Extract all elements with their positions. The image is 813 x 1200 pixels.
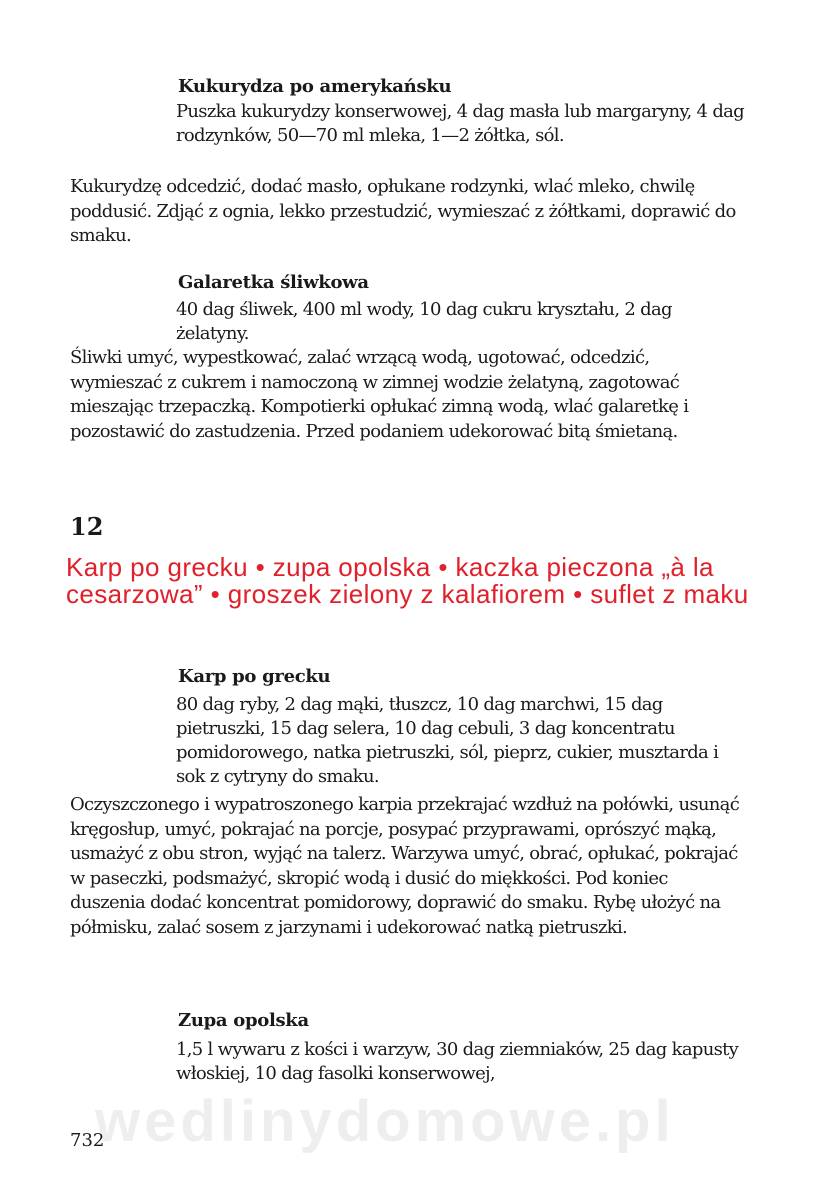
page-number: 732 <box>70 1130 105 1151</box>
recipe-title-karp: Karp po grecku <box>178 666 331 687</box>
menu-item: groszek zielony z kalafiorem <box>227 579 566 609</box>
menu-item: suflet z maku <box>590 579 749 609</box>
recipe-ingredients-zupa: 1,5 l wywaru z kości i warzyw, 30 dag ziemniaków, 25 dag kapusty włoskiej, 10 dag fasolki konserwowej, <box>176 1039 739 1084</box>
menu-item: kaczka pieczona „à la cesarzowa” <box>66 552 714 609</box>
menu-item: zupa opolska <box>272 552 431 582</box>
recipe-method-karp: Oczyszczonego i wypatroszonego karpia przekrajać wzdłuż na połówki, usunąć kręgosłup, umyć, pokrajać na porcje, posypać przyprawami, oprószyć mąką, usmażyć z obu stron, wyjąć na talerz. Warzywa umyć, obrać, opłukać, pokrajać w paseczki, podsmażyć, skropić wodą i dusić do miękkości. Pod koniec duszenia dodać koncentrat pomidorowy, doprawić do smaku. Rybę ułożyć na półmisku, zalać sosem z jarzynami i udekorować natką pietruszki. <box>70 794 740 938</box>
recipe-ingredients-karp: 80 dag ryby, 2 dag mąki, tłuszcz, 10 dag marchwi, 15 dag pietruszki, 15 dag selera, 10 dag cebuli, 3 dag koncentratu pomidorowego, natka pietruszki, sól, pieprz, cukier, musztarda i sok z cytryny do smaku. <box>176 694 719 787</box>
recipe-method-kukurydza: Kukurydzę odcedzić, dodać masło, opłukane rodzynki, wlać mleko, chwilę poddusić. Zdjąć z ognia, lekko przestudzić, wymieszać z żółtkami, doprawić do smaku. <box>70 176 736 246</box>
recipe-title-galaretka: Galaretka śliwkowa <box>178 272 369 293</box>
menu-list <box>66 554 756 608</box>
recipe-title-kukurydza: Kukurydza po amerykańsku <box>178 76 452 97</box>
chapter-number: 12 <box>70 512 104 541</box>
bullet-icon: • <box>438 552 448 582</box>
recipe-ingredients-galaretka: 40 dag śliwek, 400 ml wody, 10 dag cukru kryształu, 2 dag żelatyny. <box>176 299 672 344</box>
menu-item: Karp po grecku <box>66 552 248 582</box>
recipe-ingredients-kukurydza: Puszka kukurydzy konserwowej, 4 dag masła lub margaryny, 4 dag rodzynków, 50—70 ml mleka, 1—2 żółtka, sól. <box>176 101 745 146</box>
watermark: wedlinydomowe.pl <box>95 1089 675 1154</box>
bullet-icon: • <box>255 552 266 582</box>
bullet-icon: • <box>210 579 221 609</box>
bullet-icon: • <box>573 579 583 609</box>
recipe-method-galaretka: Śliwki umyć, wypestkować, zalać wrzącą wodą, ugotować, odcedzić, wymieszać z cukrem i namoczoną w zimnej wodzie żelatyną, zagotować mieszając trzepaczką. Kompotierki opłukać zimną wodą, wlać galaretkę i pozostawić do zastudzenia. Przed podaniem udekorować bitą śmietaną. <box>70 347 689 442</box>
recipe-title-zupa: Zupa opolska <box>178 1010 309 1031</box>
